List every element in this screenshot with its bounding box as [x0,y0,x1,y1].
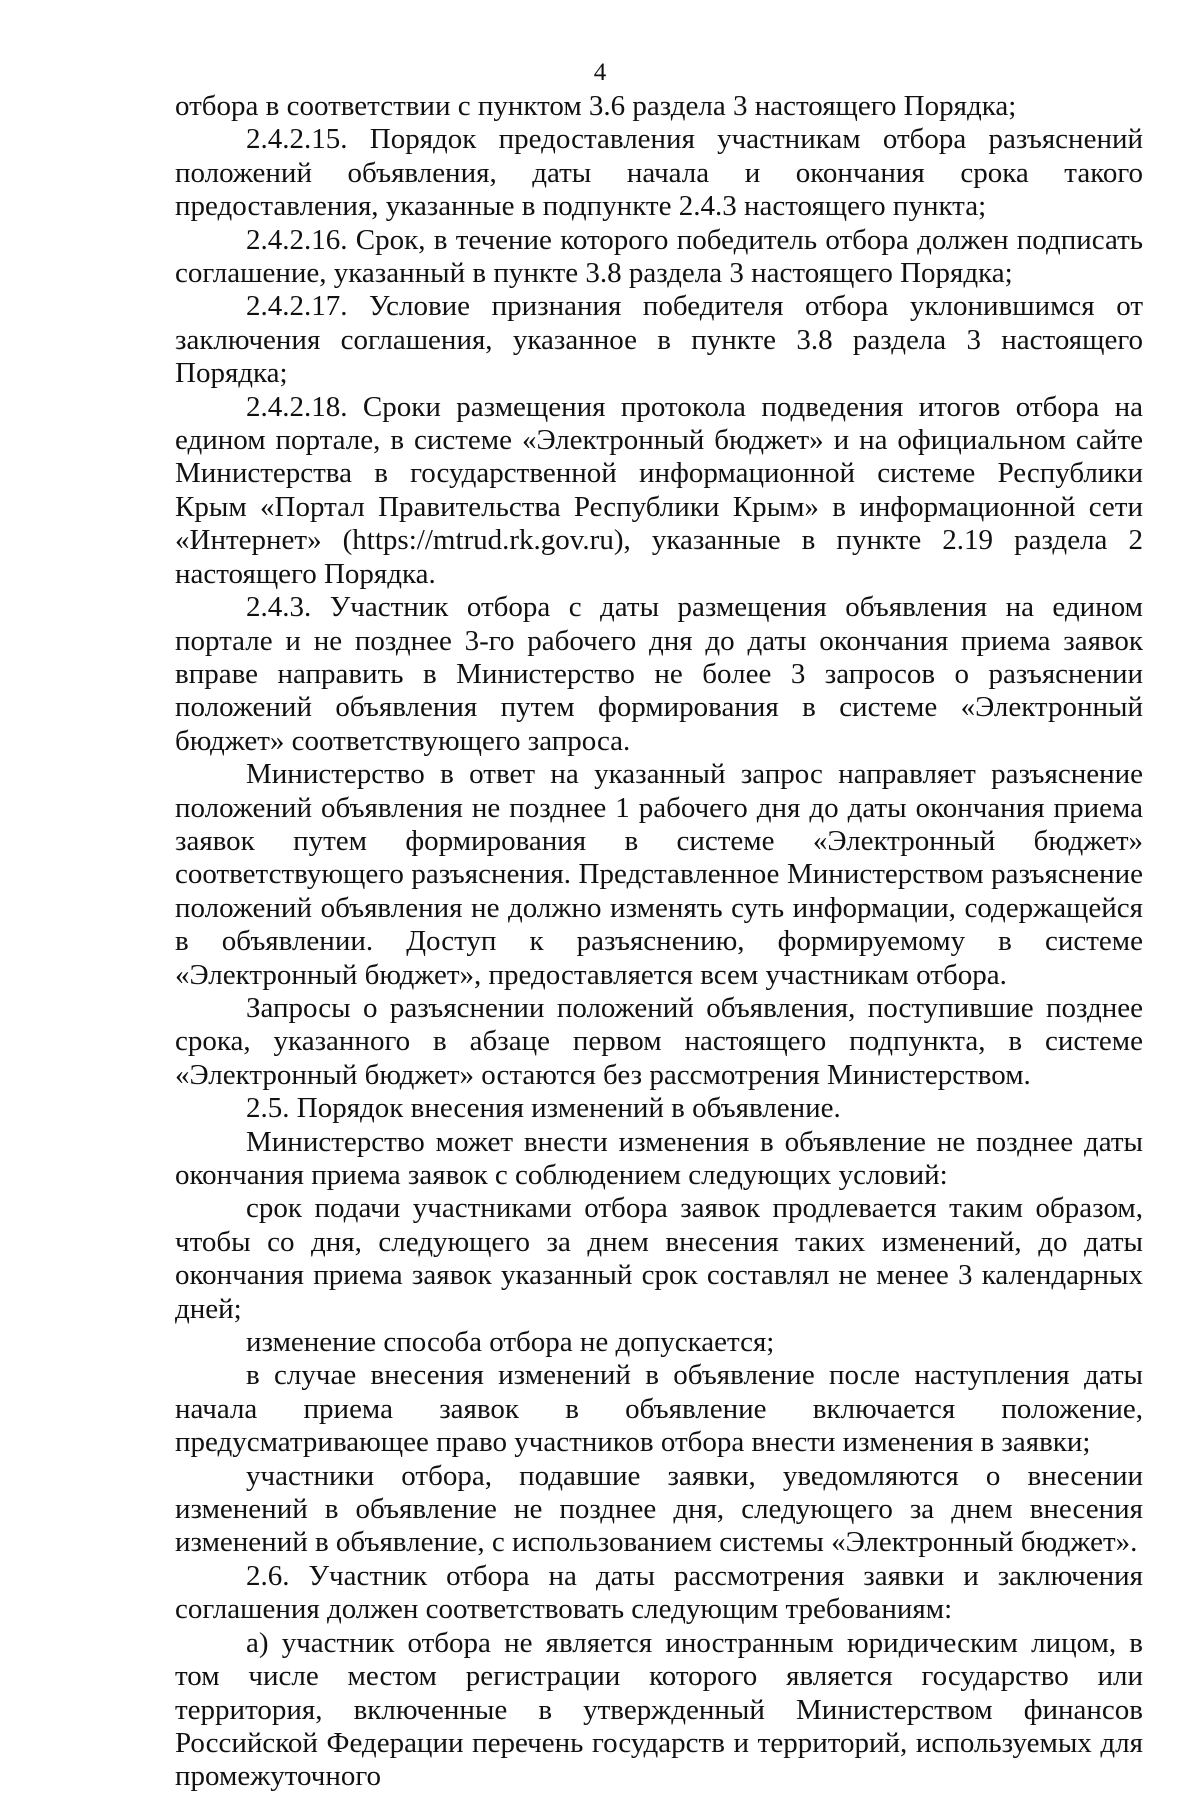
paragraph-2-5: 2.5. Порядок внесения изменений в объявление. [246,1092,841,1125]
paragraph-continuation: отбора в соответствии с пунктом 3.6 раздела 3 настоящего Порядка; [175,90,1017,122]
page-number: 4 [593,59,607,86]
paragraph-2-4-2-17: 2.4.2.17. Условие признания победителя отбора уклонившимся от заключения соглашения, указанное в пункте 3.8 раздела 3 настоящего Порядка; [175,290,1143,390]
paragraph-requirement-a: а) участник отбора не является иностранным юридическим лицом, в том числе местом регистрации которого является государство или территория, включенные в утвержденный Министерством финансов Российской Федерации перечень государств и территорий, используемых для промежуточного [175,1626,1143,1793]
paragraph-2-4-2-18: 2.4.2.18. Сроки размещения протокола подведения итогов отбора на едином портале, в системе «Электронный бюджет» и на официальном сайте Министерства в государственной информационной системе Республики Крым «Портал Правительства Республики Крым» в информационной сети «Интернет» (https://mtrud.rk.gov.ru), указанные в пункте 2.19 раздела 2 настоящего Порядка. [175,390,1143,590]
paragraph-2-4-2-16: 2.4.2.16. Срок, в течение которого победитель отбора должен подписать соглашение, указанный в пункте 3.8 раздела 3 настоящего Порядка; [175,223,1143,290]
paragraph-late-requests: Запросы о разъяснении положений объявления, поступившие позднее срока, указанного в абзаце первом настоящего подпункта, в системе «Электронный бюджет» остаются без рассмотрения Министерством. [175,991,1143,1091]
document-body [175,90,1143,1794]
paragraph-condition-amendments: в случае внесения изменений в объявление после наступления даты начала приема заявок в объявление включается положение, предусматривающее право участников отбора внести изменения в заявки; [175,1359,1143,1459]
paragraph-ministry-response: Министерство в ответ на указанный запрос направляет разъяснение положений объявления не позднее 1 рабочего дня до даты окончания приема заявок путем формирования в системе «Электронный бюджет» соответствующего разъяснения. Представленное Министерством разъяснение положений объявления не должно изменять суть информации, содержащейся в объявлении. Доступ к разъяснению, формируемому в системе «Электронный бюджет», предоставляется всем участникам отбора. [175,758,1143,991]
paragraph-ministry-changes: Министерство может внести изменения в объявление не позднее даты окончания приема заявок с соблюдением следующих условий: [175,1125,1143,1191]
paragraph-2-4-3: 2.4.3. Участник отбора с даты размещения объявления на едином портале и не позднее 3-го рабочего дня до даты окончания приема заявок вправе направить в Министерство не более 3 запросов о разъяснении положений объявления путем формирования в системе «Электронный бюджет» соответствующего запроса. [175,591,1143,757]
paragraph-condition-method: изменение способа отбора не допускается; [246,1326,775,1359]
paragraph-condition-notification: участники отбора, подавшие заявки, уведомляются о внесении изменений в объявление не позднее дня, следующего за днем внесения изменений в объявление, с использованием системы «Электронный бюджет». [175,1459,1143,1559]
paragraph-2-6: 2.6. Участник отбора на даты рассмотрения заявки и заключения соглашения должен соответствовать следующим требованиям: [175,1559,1143,1626]
paragraph-condition-deadline: срок подачи участниками отбора заявок продлевается таким образом, чтобы со дня, следующего за днем внесения таких изменений, до даты окончания приема заявок указанный срок составлял не менее 3 календарных дней; [175,1192,1143,1325]
paragraph-2-4-2-15: 2.4.2.15. Порядок предоставления участникам отбора разъяснений положений объявления, даты начала и окончания срока такого предоставления, указанные в подпункте 2.4.3 настоящего пункта; [175,123,1143,223]
